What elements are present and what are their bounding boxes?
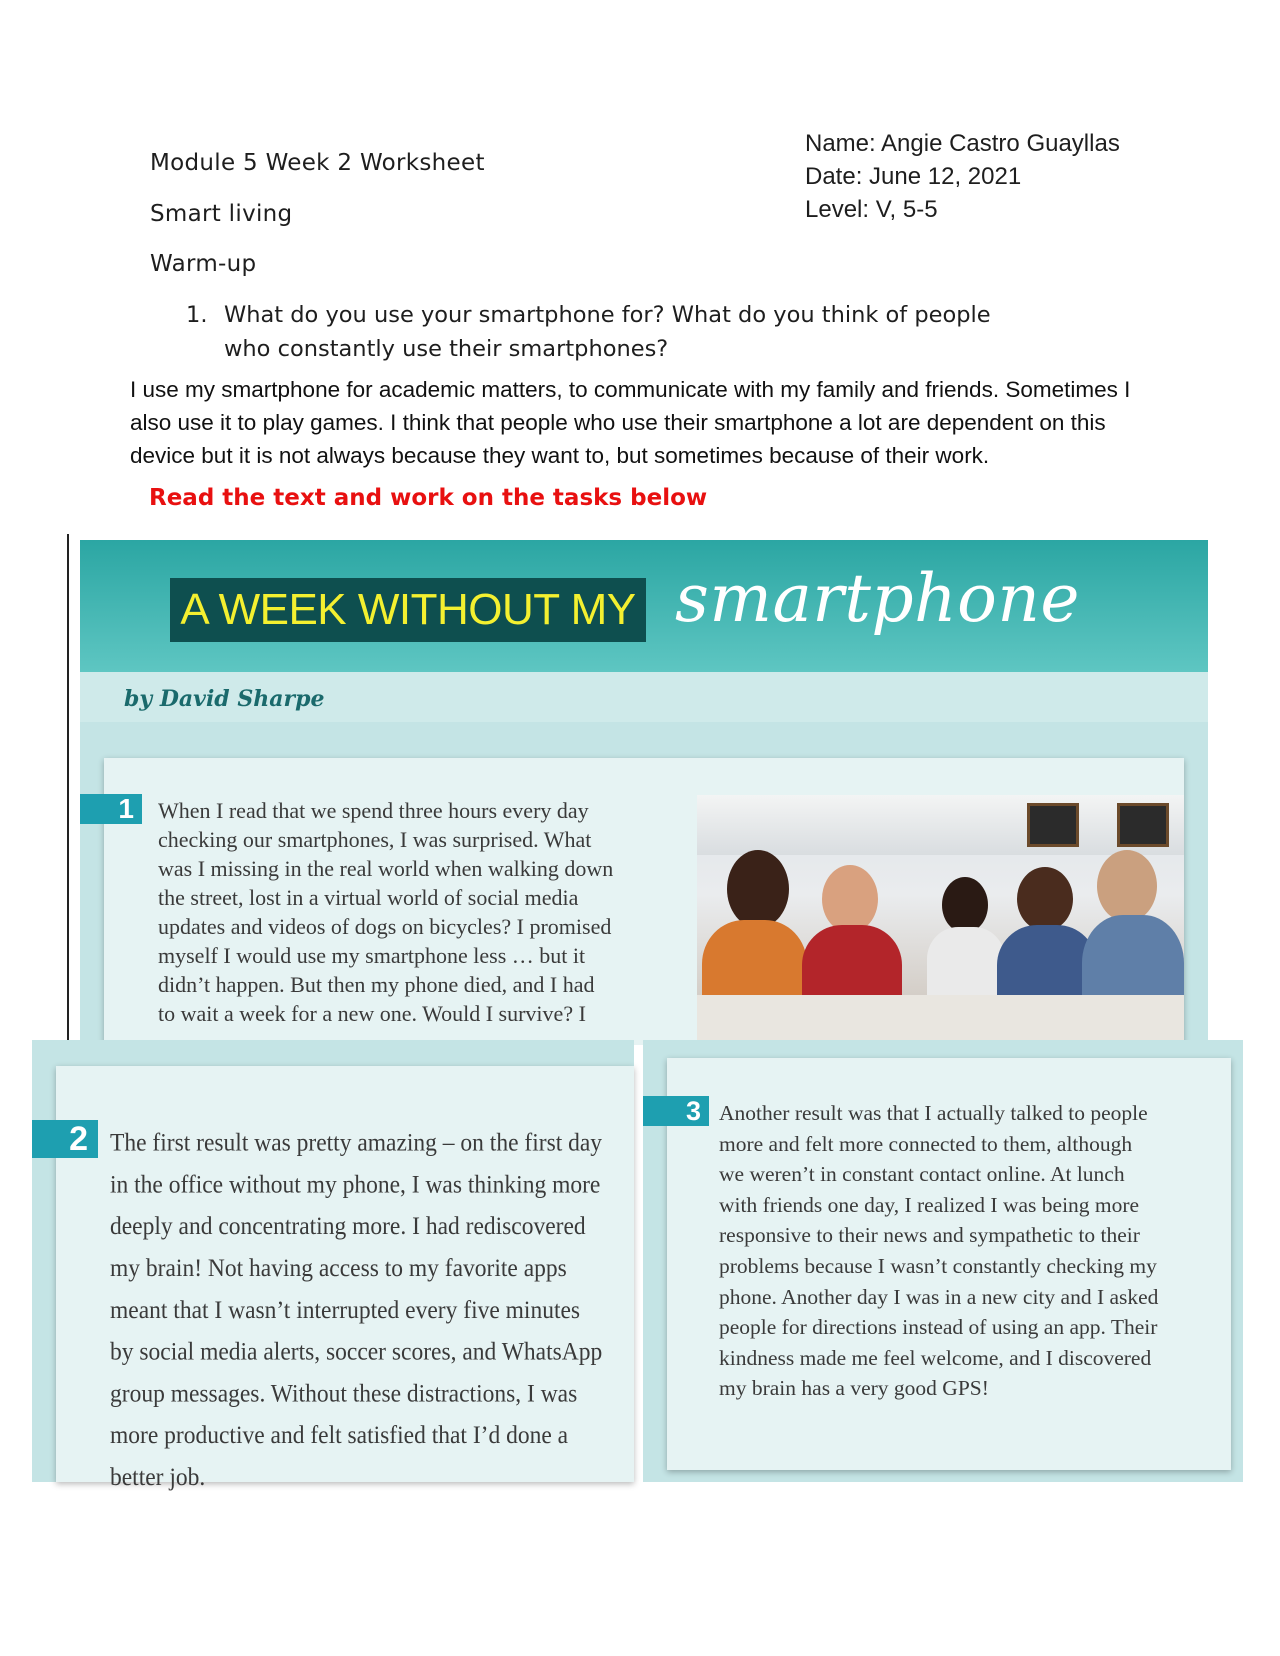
person-head <box>1017 867 1073 931</box>
left-border-line <box>67 534 69 1042</box>
paragraph-1-number: 1 <box>80 794 142 824</box>
title-box: A WEEK WITHOUT MY <box>170 578 646 642</box>
answer-line: device but it is not always because they want to, but sometimes because of their work. <box>130 443 990 468</box>
answer-text <box>130 373 1250 472</box>
paragraph-line: kindness made me feel welcome, and I discovered <box>719 1345 1152 1370</box>
title-banner <box>80 540 1208 672</box>
paragraph-line: in the office without my phone, I was thinking more <box>110 1170 601 1199</box>
paragraph-line: with friends one day, I realized I was being more <box>719 1192 1140 1217</box>
photo-shelf <box>697 795 1184 855</box>
paragraph-line: by social media alerts, soccer scores, and WhatsApp <box>110 1337 603 1367</box>
student-level: Level: V, 5-5 <box>805 196 938 223</box>
paragraph-line: my brain has a very good GPS! <box>719 1376 989 1401</box>
section-heading: Warm-up <box>150 251 257 277</box>
paragraph-line: responsive to their news and sympathetic to their <box>719 1223 1140 1248</box>
paragraph-line: updates and videos of dogs on bicycles? I promised <box>158 914 612 939</box>
friends-cafe-photo <box>697 795 1184 1045</box>
paragraph-line: my brain! Not having access to my favorite apps <box>110 1254 567 1283</box>
paragraph-line: myself I would use my smartphone less … but it <box>158 943 586 968</box>
topic-heading: Smart living <box>150 201 293 227</box>
title-script: smartphone <box>675 560 1080 637</box>
paragraph-line: problems because I wasn’t constantly checking my <box>719 1253 1157 1278</box>
person-head <box>727 850 789 928</box>
question-text <box>224 298 1124 366</box>
paragraph-3-panel <box>643 1040 1243 1482</box>
paragraph-line: people for directions instead of using an app. Their <box>719 1315 1158 1340</box>
cafe-table <box>697 995 1184 1045</box>
paragraph-line: meant that I wasn’t interrupted every five minutes <box>110 1295 581 1325</box>
paragraph-line: phone. Another day I was in a new city and I asked <box>719 1284 1159 1309</box>
answer-line: also use it to play games. I think that people who use their smartphone a lot are dependent on this <box>130 410 1106 435</box>
student-name: Name: Angie Castro Guayllas <box>805 130 1120 157</box>
paragraph-line: to wait a week for a new one. Would I survive? I <box>158 1001 586 1026</box>
paragraph-line: didn’t happen. But then my phone died, and I had <box>158 972 595 997</box>
paragraph-line: group messages. Without these distractions, I was <box>110 1379 578 1408</box>
menu-board <box>1117 803 1169 847</box>
student-date: Date: June 12, 2021 <box>805 163 1022 190</box>
person-head <box>822 865 878 933</box>
paragraph-3-number: 3 <box>643 1096 709 1126</box>
paragraph-line: Another result was that I actually talked to people <box>719 1101 1148 1125</box>
answer-line: I use my smartphone for academic matters, to communicate with my family and friends. Sometimes I <box>130 377 1131 402</box>
worksheet-title: Module 5 Week 2 Worksheet <box>150 150 485 176</box>
byline: by David Sharpe <box>124 686 325 712</box>
question-number: 1. <box>186 302 208 328</box>
paragraph-line: The first result was pretty amazing – on the first day <box>110 1128 603 1158</box>
paragraph-line: more and felt more connected to them, although <box>719 1131 1133 1156</box>
question-line: who constantly use their smartphones? <box>224 336 669 362</box>
person-head <box>1097 850 1157 922</box>
paragraph-line: deeply and concentrating more. I had rediscovered <box>110 1212 586 1241</box>
paragraph-line: When I read that we spend three hours every day <box>158 798 589 823</box>
paragraph-line: checking our smartphones, I was surprised. What <box>158 827 592 852</box>
paragraph-line: the street, lost in a virtual world of social media <box>158 885 579 910</box>
question-line: What do you use your smartphone for? What do you think of people <box>224 302 991 328</box>
paragraph-line: was I missing in the real world when walking down <box>158 856 614 881</box>
paragraph-line: better job. <box>110 1463 206 1492</box>
paragraph-1-text <box>158 796 698 1028</box>
paragraph-3-text <box>719 1098 1231 1404</box>
task-instruction: Read the text and work on the tasks below <box>149 485 708 511</box>
paragraph-2-text <box>110 1122 630 1498</box>
article-panel <box>80 540 1208 1045</box>
paragraph-2-panel <box>32 1040 634 1492</box>
student-info <box>805 127 1120 226</box>
menu-board <box>1027 803 1079 847</box>
paragraph-line: we weren’t in constant contact online. At lunch <box>719 1162 1125 1187</box>
paragraph-2-number: 2 <box>32 1120 98 1158</box>
paragraph-line: more productive and felt satisfied that I’d done a <box>110 1421 569 1450</box>
person-head <box>942 877 988 933</box>
